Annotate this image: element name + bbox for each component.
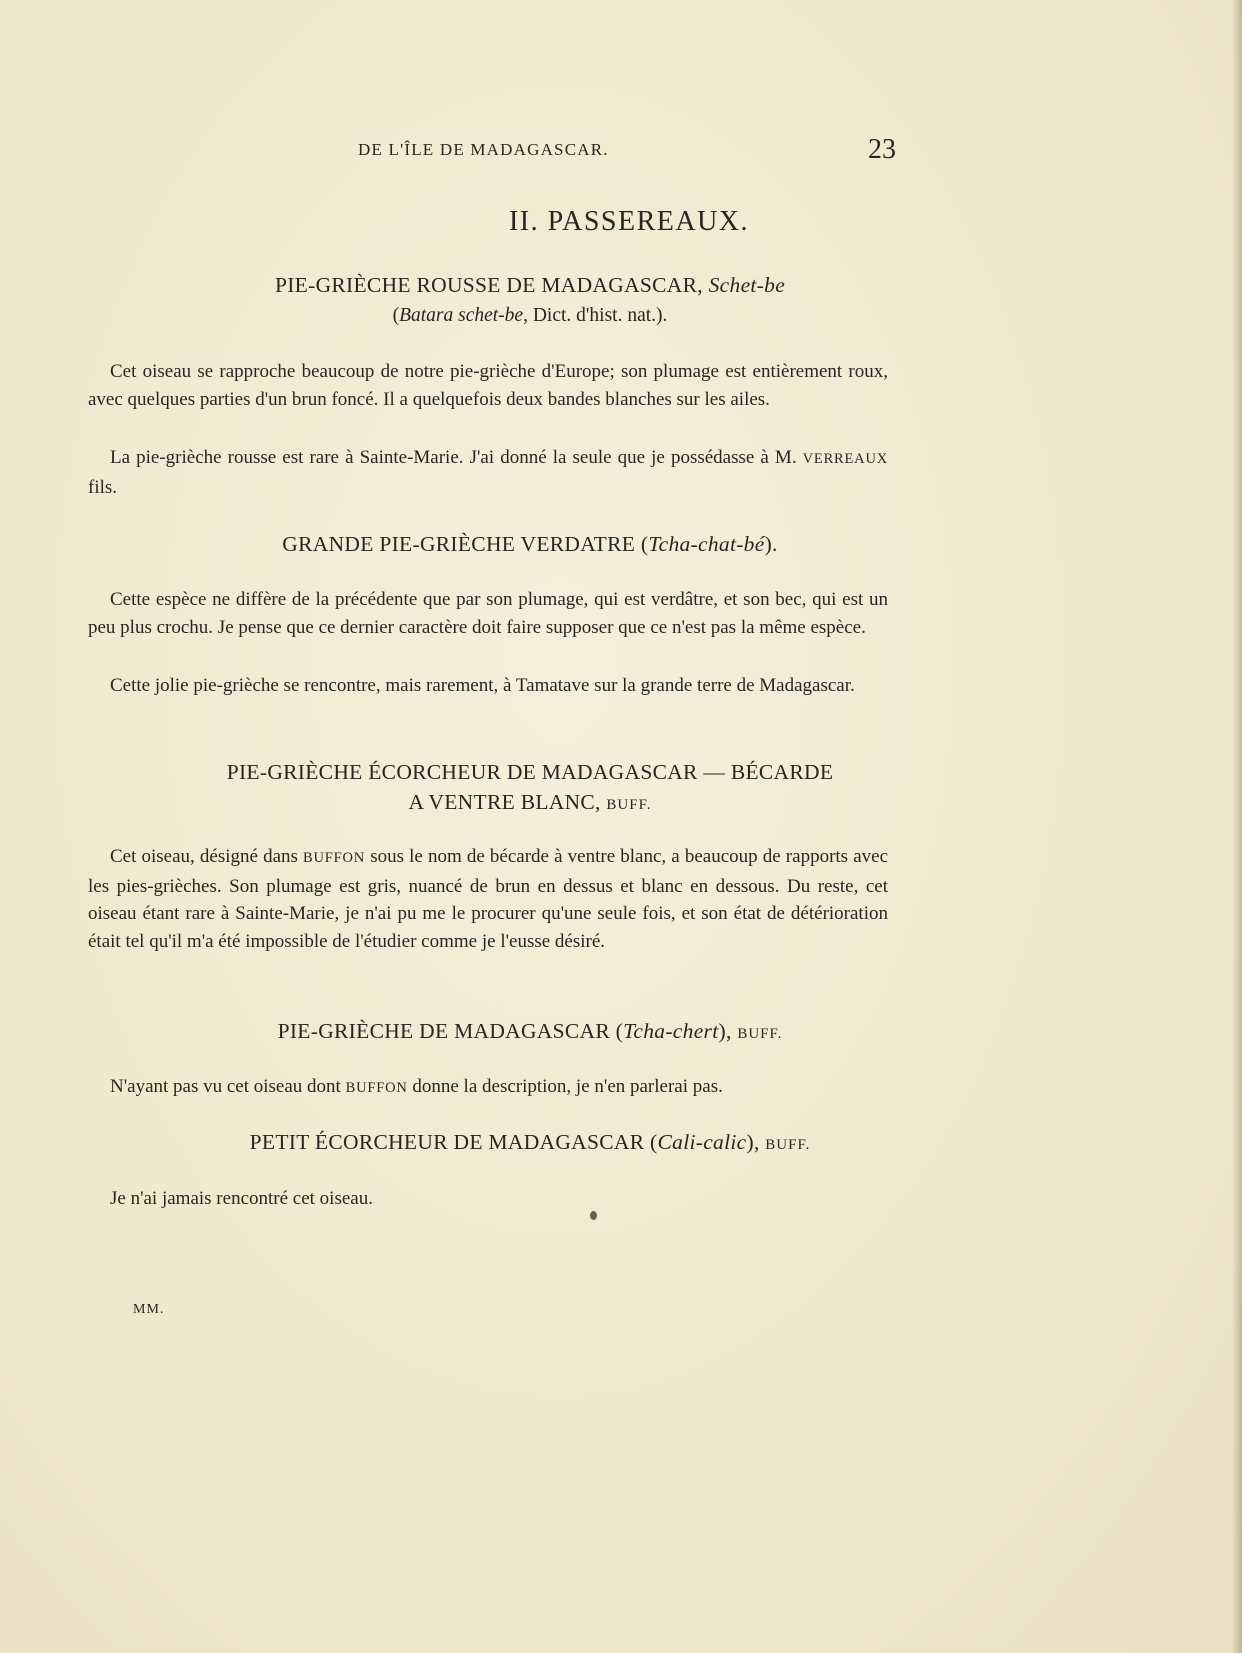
entry-1-paragraph-2-name: VERREAUX bbox=[802, 451, 888, 467]
entry-1-latin-name: Batara schet-be bbox=[399, 305, 524, 326]
entry-3-heading-line-2-text: A VENTRE BLANC, bbox=[408, 790, 607, 814]
entry-2-local-name: Tcha-chat-bé bbox=[648, 532, 765, 556]
entry-4-heading-author: BUFF. bbox=[737, 1026, 783, 1042]
entry-3-paragraph-1-before: Cet oiseau, désigné dans bbox=[110, 846, 304, 867]
signature: MM. bbox=[133, 1302, 165, 1317]
entry-1-paragraph-2-after: fils. bbox=[88, 476, 118, 498]
entry-5-heading-close: ), bbox=[746, 1130, 766, 1154]
page-edge-shadow bbox=[1232, 0, 1242, 1653]
entry-1-local-name: Schet-be bbox=[708, 273, 786, 297]
entry-2-paragraph-1: Cette espèce ne diffère de la précédente que par son plumage, qui est verdâtre, et son bec, qui est un peu plus crochu. Je pense que ce dernier caractère doit faire supposer que ce n'est pas la même espèce. bbox=[88, 589, 888, 638]
entry-1-sub-rest: , Dict. d'hist. nat.). bbox=[523, 305, 668, 326]
running-title: DE L'ÎLE DE MADAGASCAR. bbox=[358, 140, 609, 159]
entry-3-heading-line-2 bbox=[80, 788, 980, 820]
entry-4-paragraph-1-after: donne la description, je n'en parlerai pas. bbox=[407, 1076, 723, 1097]
entry-4-heading bbox=[80, 1017, 980, 1049]
entry-2-paragraph-2: Cette jolie pie-grièche se rencontre, mais rarement, à Tamatave sur la grande terre de Madagascar. bbox=[110, 675, 855, 696]
entry-2-heading-main: GRANDE PIE-GRIÈCHE VERDATRE ( bbox=[282, 532, 649, 556]
page-number: 23 bbox=[868, 134, 896, 165]
entry-3-paragraph-1-after: sous le nom de bécarde à ventre blanc, a beaucoup de rapports avec les pies-grièches. Son plumage est gris, nuancé de brun en dessus et blanc en dessous. Du reste, cet oiseau étant rare à Sainte-Marie, je n'ai pu me le procurer qu'une seule fois, et son état de détérioration était tel qu'il m'a été impossible de l'étudier comme je l'eusse désiré. bbox=[88, 846, 888, 953]
entry-5-heading-main: PETIT ÉCORCHEUR DE MADAGASCAR ( bbox=[249, 1130, 658, 1154]
entry-1-heading-main: PIE-GRIÈCHE ROUSSE DE MADAGASCAR, bbox=[274, 273, 709, 297]
entry-1-subheading bbox=[80, 302, 980, 330]
entry-3-paragraph-1 bbox=[88, 843, 888, 956]
entry-4-local-name: Tcha-chert bbox=[623, 1019, 719, 1043]
entry-1-paragraph-1: Cet oiseau se rapproche beaucoup de notre pie-grièche d'Europe; son plumage est entièrement roux, avec quelques parties d'un brun foncé. Il a quelquefois deux bandes blanches sur les ailes. bbox=[88, 361, 888, 410]
entry-4-paragraph-1-name: BUFFON bbox=[345, 1080, 408, 1096]
entry-3-paragraph-1-name: BUFFON bbox=[303, 850, 366, 866]
entry-2-heading bbox=[80, 530, 980, 559]
entry-5-paragraph-1: Je n'ai jamais rencontré cet oiseau. bbox=[110, 1188, 373, 1209]
entry-3-heading-line-1: PIE-GRIÈCHE ÉCORCHEUR DE MADAGASCAR — BÉCARDE bbox=[226, 760, 834, 784]
entry-1-paragraph-2-before: La pie-grièche rousse est rare à Sainte-Marie. J'ai donné la seule que je possédasse à M. bbox=[110, 447, 803, 468]
entry-4-paragraph-1 bbox=[88, 1073, 888, 1103]
entry-1-paragraph-2 bbox=[88, 444, 888, 501]
entry-3-heading-author: BUFF. bbox=[606, 797, 652, 813]
entry-5-local-name: Cali-calic bbox=[657, 1130, 747, 1154]
entry-5-heading bbox=[80, 1128, 980, 1160]
section-title: II. PASSEREAUX. bbox=[508, 206, 750, 237]
running-head bbox=[0, 136, 1242, 166]
entry-1-heading bbox=[80, 271, 980, 300]
entry-5-heading-author: BUFF. bbox=[765, 1137, 811, 1153]
entry-4-paragraph-1-before: N'ayant pas vu cet oiseau dont bbox=[110, 1076, 346, 1097]
entry-4-heading-main: PIE-GRIÈCHE DE MADAGASCAR ( bbox=[277, 1019, 624, 1043]
entry-2-heading-close: ). bbox=[764, 532, 778, 556]
ink-speck bbox=[590, 1211, 597, 1220]
entry-1-sub-open: ( bbox=[392, 305, 400, 326]
entry-4-heading-close: ), bbox=[718, 1019, 738, 1043]
